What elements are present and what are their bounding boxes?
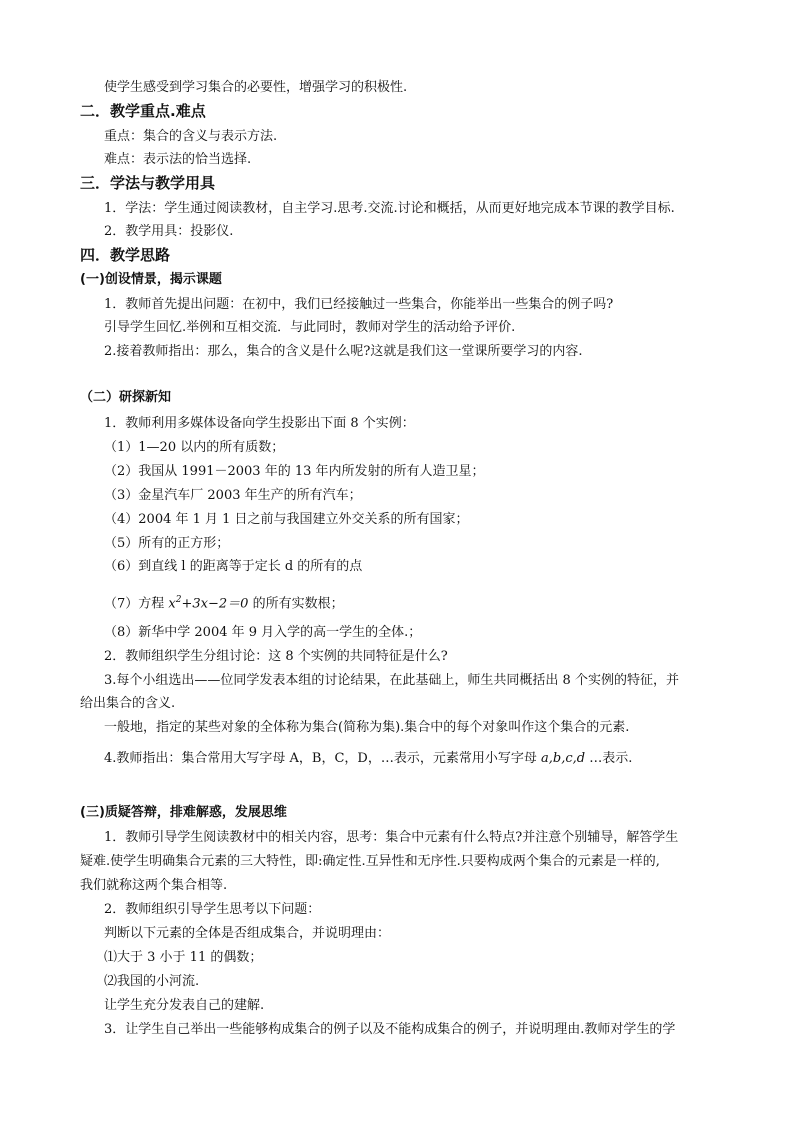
list-item: ⑴大于 3 小于 11 的偶数； (104, 950, 263, 965)
text-line: 判断以下元素的全体是否组成集合，并说明理由： (104, 926, 391, 941)
text-line: 2.接着教师指出：那么，集合的含义是什么呢?这就是我们这一堂课所要学习的内容. (104, 344, 583, 359)
text-line: 3.每个小组选出——位同学发表本组的讨论结果，在此基础上，师生共同概括出 8 个实例的特征，并 (104, 673, 679, 688)
text-line: 我们就称这两个集合相等. (80, 878, 228, 893)
text-line: 使学生感受到学习集合的必要性，增强学习的积极性. (104, 80, 408, 95)
text-line: 2．教学用具：投影仪. (104, 224, 234, 239)
text-line: 引导学生回忆.举例和互相交流．与此同时，教师对学生的活动给予评价. (104, 320, 516, 335)
lowercase-letters: a,b,c,d (541, 751, 586, 766)
definition-line: 一般地，指定的某些对象的全体称为集合(简称为集).集合中的每个对象叫作这个集合的元素. (104, 720, 630, 735)
list-item-prefix: （7）方程 (104, 596, 165, 612)
text-line: 1．教师首先提出问题：在初中，我们已经接触过一些集合，你能举出一些集合的例子吗? (104, 297, 614, 312)
text-line: 难点：表示法的恰当选择. (104, 152, 252, 167)
subsection-heading: （二）研探新知 (80, 390, 172, 405)
section-heading: 四．教学思路 (80, 246, 171, 264)
subsection-heading: (三)质疑答辩，排难解惑，发展思维 (80, 805, 287, 820)
equation-x: x (168, 596, 176, 612)
text-line: 让学生充分发表自己的建解. (104, 998, 265, 1013)
list-item: ⑵我国的小河流. (104, 974, 200, 989)
list-item: （5）所有的正方形； (104, 536, 230, 551)
equation-rest: +3x−2＝0 (181, 596, 249, 612)
equation-exponent: 2 (175, 595, 182, 605)
text-line: 1．学法：学生通过阅读教材，自主学习.思考.交流.讨论和概括，从而更好地完成本节课的教学目标. (104, 201, 675, 216)
list-item-suffix: 的所有实数根； (252, 596, 344, 612)
text-line-letters (104, 751, 632, 767)
subsection-heading: (一)创设情景，揭示课题 (80, 272, 222, 287)
list-item: （4）2004 年 1 月 1 日之前与我国建立外交关系的所有国家； (104, 512, 469, 527)
text-prefix: 4.教师指出：集合常用大写字母 A，B，C，D，…表示，元素常用小写字母 (104, 751, 537, 766)
text-line: 1．教师利用多媒体设备向学生投影出下面 8 个实例： (104, 416, 415, 431)
list-item: （8）新华中学 2004 年 9 月入学的高一学生的全体.； (104, 625, 422, 640)
list-item: （2）我国从 1991－2003 年的 13 年内所发射的所有人造卫星； (104, 464, 485, 479)
section-heading: 二．教学重点.难点 (80, 102, 206, 120)
list-item: （6）到直线 l 的距离等于定长 d 的所有的点 (104, 559, 363, 574)
text-line: 2．教师组织引导学生思考以下问题： (104, 902, 321, 917)
text-suffix: …表示. (589, 751, 633, 766)
list-item-equation (104, 592, 344, 612)
text-line: 疑难.使学生明确集合元素的三大特性，即:确定性.互异性和无序性.只要构成两个集合的元素是一样的, (80, 854, 660, 869)
text-line: 给出集合的含义. (80, 696, 176, 711)
text-line: 3．让学生自己举出一些能够构成集合的例子以及不能构成集合的例子，并说明理由.教师对学生的学 (104, 1022, 676, 1037)
section-heading: 三．学法与教学用具 (80, 174, 216, 192)
text-line: 重点：集合的含义与表示方法. (104, 129, 278, 144)
list-item: （3）金星汽车厂 2003 年生产的所有汽车； (104, 488, 362, 503)
text-line: 1．教师引导学生阅读教材中的相关内容，思考：集合中元素有什么特点?并注意个别辅导，解答学生 (104, 830, 679, 845)
list-item: （1）1—20 以内的所有质数； (104, 440, 285, 455)
text-line: 2．教师组织学生分组讨论：这 8 个实例的共同特征是什么? (104, 649, 448, 664)
